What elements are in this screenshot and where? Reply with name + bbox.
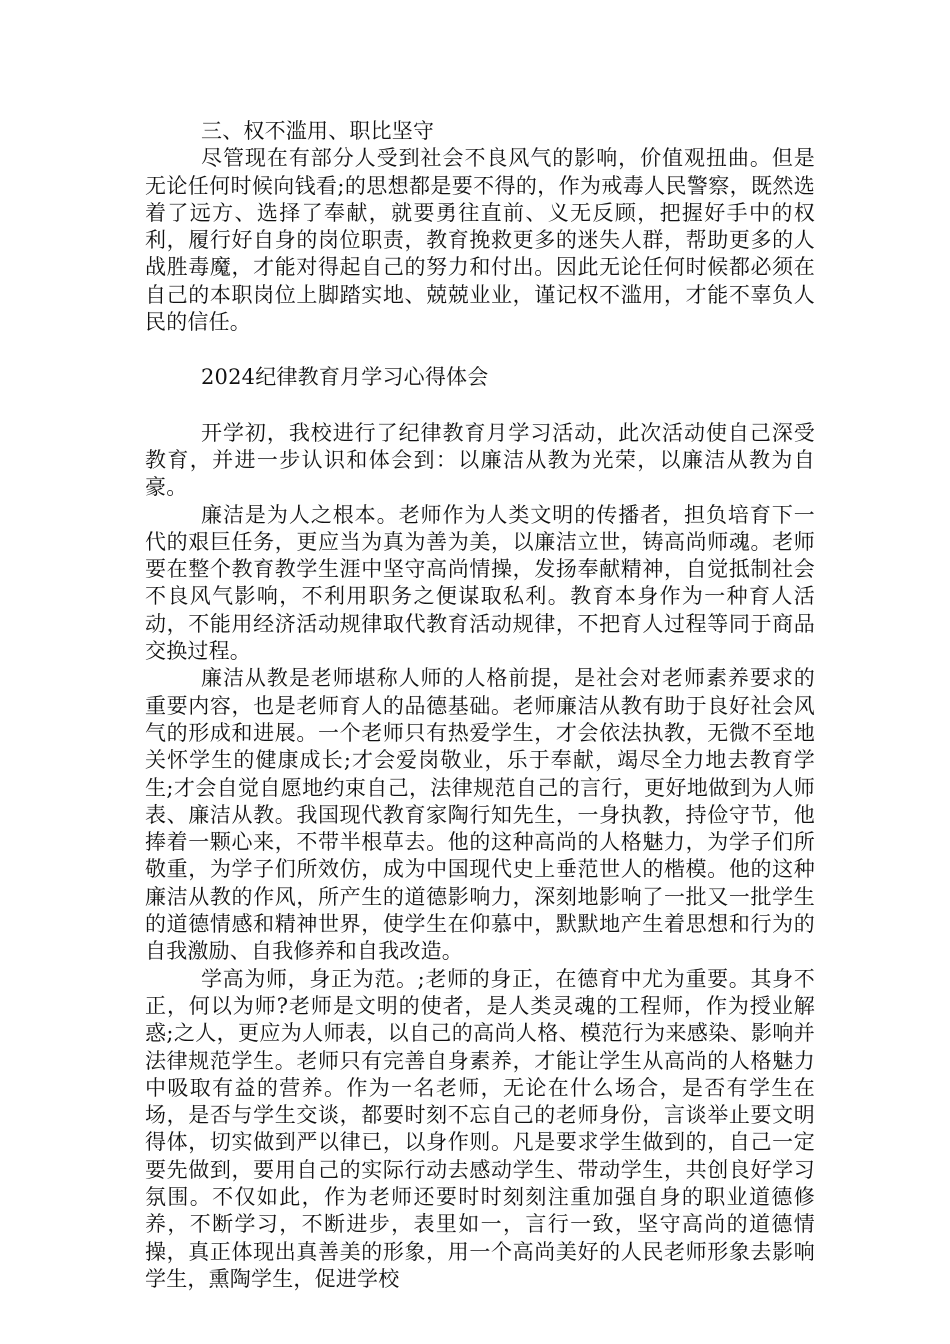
section-paragraph: 尽管现在有部分人受到社会不良风气的影响，价值观扭曲。但是无论任何时候向钱看;的思想都是要不得的，作为戒毒人民警察，既然选着了远方、选择了奉献，就要勇往直前、义无反顾，把握好手中的权利，履行好自身的岗位职责，教育挽救更多的迷失人群，帮助更多的人战胜毒魔，才能对得起自己的努力和付出。因此无论任何时候都必须在自己的本职岗位上脚踏实地、兢兢业业，谨记权不滥用，才能不辜负人民的信任。	[145, 146, 815, 335]
article-paragraph: 开学初，我校进行了纪律教育月学习活动，此次活动使自己深受教育，并进一步认识和体会到：以廉洁从教为光荣，以廉洁从教为自豪。	[145, 420, 815, 500]
article-paragraph: 廉洁从教是老师堪称人师的人格前提，是社会对老师素养要求的重要内容，也是老师育人的品德基础。老师廉洁从教有助于良好社会风气的形成和进展。一个老师只有热爱学生，才会依法执教，无微不至地关怀学生的健康成长;才会爱岗敬业，乐于奉献，竭尽全力地去教育学生;才会自觉自愿地约束自己，法律规范自己的言行，更好地做到为人师表、廉洁从教。我国现代教育家陶行知先生，一身执教，持俭守节，他捧着一颗心来，不带半根草去。他的这种高尚的人格魅力，为学子们所敬重，为学子们所效仿，成为中国现代史上垂范世人的楷模。他的这种廉洁从教的作风，所产生的道德影响力，深刻地影响了一批又一批学生的道德情感和精神世界，使学生在仰慕中，默默地产生着思想和行为的自我激励、自我修养和自我改造。	[145, 666, 815, 964]
article-title: 2024纪律教育月学习心得体会	[201, 365, 489, 390]
document-page	[145, 118, 815, 1293]
article-paragraph: 学高为师，身正为范。;老师的身正，在德育中尤为重要。其身不正，何以为师?老师是文明的使者，是人类灵魂的工程师，作为授业解惑;之人，更应为人师表，以自己的高尚人格、模范行为来感染、影响并法律规范学生。老师只有完善自身素养，才能让学生从高尚的人格魅力中吸取有益的营养。作为一名老师，无论在什么场合，是否有学生在场，是否与学生交谈，都要时刻不忘自己的老师身份，言谈举止要文明得体，切实做到严以律已，以身作则。凡是要求学生做到的，自己一定要先做到，要用自己的实际行动去感动学生、带动学生，共创良好学习氛围。不仅如此，作为老师还要时时刻刻注重加强自身的职业道德修养，不断学习，不断进步，表里如一，言行一致，坚守高尚的道德情操，真正体现出真善美的形象，用一个高尚美好的人民老师形象去影响学生，熏陶学生，促进学校	[145, 966, 815, 1291]
article-paragraph: 廉洁是为人之根本。老师作为人类文明的传播者，担负培育下一代的艰巨任务，更应当为真为善为美，以廉洁立世，铸高尚师魂。老师要在整个教育教学生涯中坚守高尚情操，发扬奉献精神，自觉抵制社会不良风气影响，不利用职务之便谋取私利。教育本身作为一种育人活动，不能用经济活动规律取代教育活动规律，不把育人过程等同于商品交换过程。	[145, 502, 815, 664]
section-heading: 三、权不滥用、职比坚守	[201, 119, 435, 143]
